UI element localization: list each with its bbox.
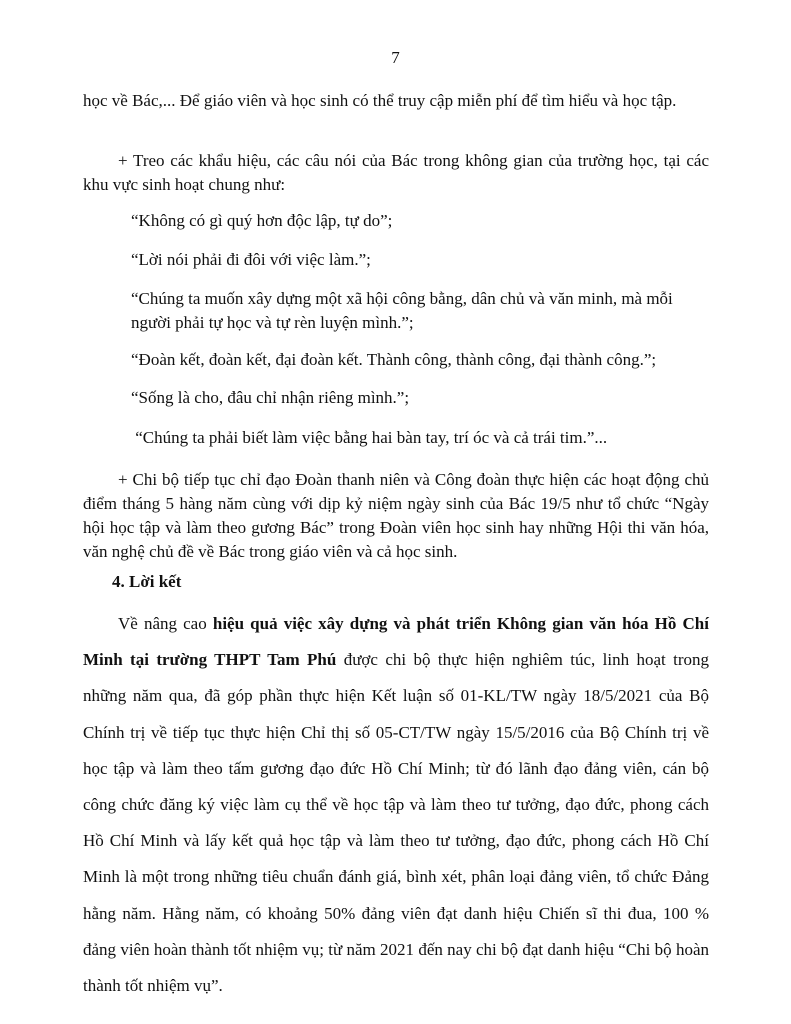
quote-3	[83, 287, 709, 335]
paragraph-activities	[83, 468, 709, 564]
conclusion-lead: Về nâng cao	[118, 614, 213, 633]
page-number: 7	[391, 48, 400, 67]
paragraph-text: học về Bác,... Để giáo viên và học sinh có thể truy cập miễn phí để tìm hiểu và học tập.	[83, 91, 677, 110]
paragraph-conclusion	[83, 606, 709, 1004]
quote-text: “Đoàn kết, đoàn kết, đại đoàn kết. Thành công, thành công, đại thành công.”;	[131, 350, 657, 369]
quote-6	[83, 426, 709, 450]
quote-text: “Chúng ta phải biết làm việc bằng hai bàn tay, trí óc và cả trái tim.”...	[131, 428, 608, 447]
paragraph-intro-continuation	[83, 89, 709, 113]
quote-5	[83, 386, 709, 410]
paragraph-text: + Treo các khẩu hiệu, các câu nói của Bác trong không gian của trường học, tại các khu vực sinh hoạt chung như:	[83, 151, 709, 194]
quote-1	[83, 209, 709, 233]
heading-text: 4. Lời kết	[112, 572, 182, 591]
section-heading	[83, 570, 709, 594]
conclusion-bold: hiệu quả việc xây dựng và phát triển Không gian văn hóa Hồ Chí Minh tại trường THPT Tam Phú	[83, 614, 709, 670]
paragraph-text	[83, 606, 709, 1004]
quote-2	[83, 248, 709, 272]
quote-text: “Sống là cho, đâu chỉ nhận riêng mình.”;	[131, 388, 410, 407]
quote-text: “Chúng ta muốn xây dựng một xã hội công bằng, dân chủ và văn minh, mà mỗi người phải tự học và tự rèn luyện mình.”;	[131, 289, 673, 332]
conclusion-rest: được chi bộ thực hiện nghiêm túc, linh hoạt trong những năm qua, đã góp phần thực hiện Kết luận số 01-KL/TW ngày 18/5/2021 của Bộ Chính trị về tiếp tục thực hiện Chỉ thị số 05-CT/TW ngày 15/5/2016 của Bộ Chính trị về học tập và làm theo tấm gương đạo đức Hồ Chí Minh; từ đó lãnh đạo đảng viên, cán bộ công chức đăng ký việc làm cụ thể về học tập và làm theo tư tưởng, đạo đức, phong cách Hồ Chí Minh và lấy kết quả học tập và làm theo tư tưởng, đạo đức, phong cách Hồ Chí Minh là một trong những tiêu chuẩn đánh giá, bình xét, phân loại đảng viên, tổ chức Đảng hằng năm. Hằng năm, có khoảng 50% đảng viên đạt danh hiệu Chiến sĩ thi đua, 100 % đảng viên hoàn thành tốt nhiệm vụ; từ năm 2021 đến nay chi bộ đạt danh hiệu “Chi bộ hoàn thành tốt nhiệm vụ”.	[83, 650, 709, 996]
paragraph-text: + Chi bộ tiếp tục chỉ đạo Đoàn thanh niên và Công đoàn thực hiện các hoạt động chủ điểm tháng 5 hàng năm cùng với dịp kỷ niệm ngày sinh của Bác 19/5 như tổ chức “Ngày hội học tập và làm theo gương Bác” trong Đoàn viên học sinh hay những Hội thi văn hóa, văn nghệ chủ đề về Bác trong giáo viên và cả học sinh.	[83, 470, 709, 561]
quote-text: “Không có gì quý hơn độc lập, tự do”;	[131, 211, 393, 230]
quote-4	[83, 348, 709, 372]
paragraph-slogans	[83, 149, 709, 197]
quote-text: “Lời nói phải đi đôi với việc làm.”;	[131, 250, 371, 269]
